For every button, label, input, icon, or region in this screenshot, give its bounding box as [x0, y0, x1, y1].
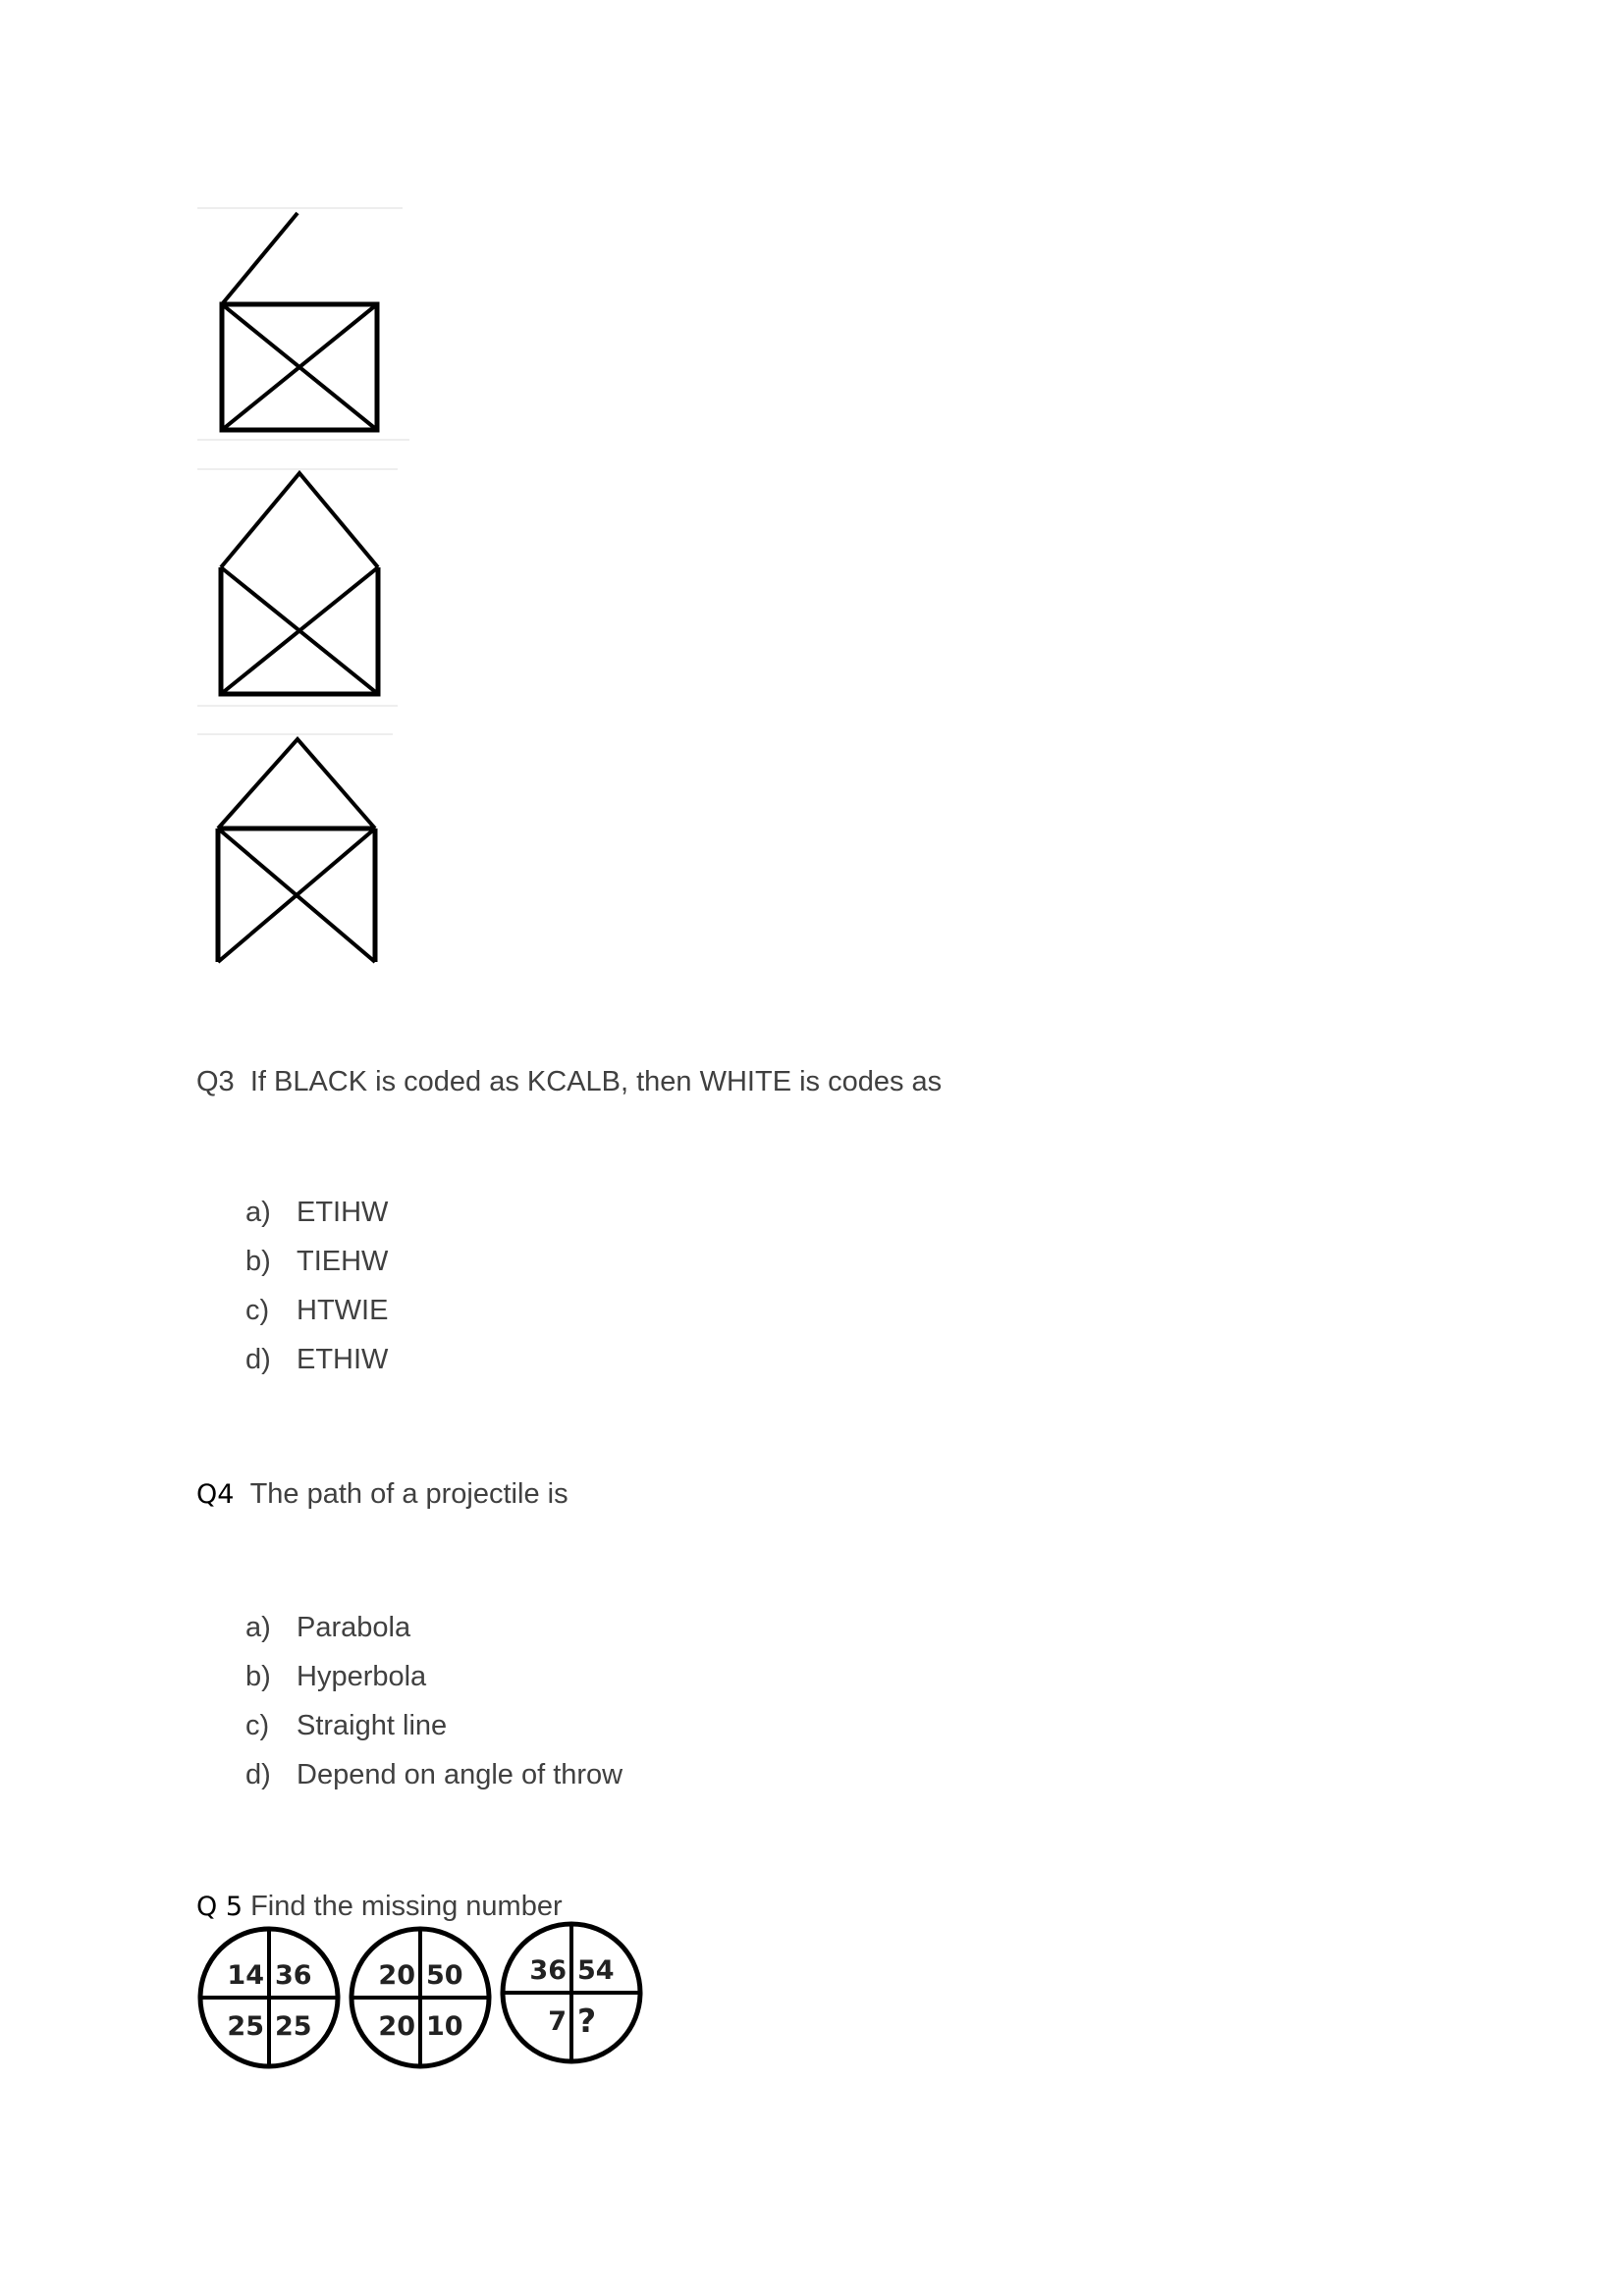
question-4-options [245, 1603, 623, 1799]
option-d: d) ETHIW [245, 1344, 389, 1375]
circle-1-top-left: 14 [227, 1960, 264, 1991]
question-5-text: Find the missing number [250, 1891, 563, 1922]
question-4-text: The path of a projectile is [249, 1478, 568, 1510]
option-c: c) Straight line [245, 1710, 448, 1741]
circle-2-top-right: 50 [426, 1960, 463, 1991]
question-4 [196, 1478, 568, 1511]
option-c: c) HTWIE [245, 1295, 389, 1326]
option-b: b) TIEHW [245, 1246, 389, 1277]
circle-2-bottom-left: 20 [378, 2011, 415, 2042]
circle-1-top-right: 36 [275, 1960, 312, 1991]
question-3 [196, 1066, 942, 1098]
option-b: b) Hyperbola [245, 1661, 427, 1692]
number-circle-2 [352, 1929, 489, 2066]
missing-number-figure [194, 1914, 656, 2086]
number-circle-3 [503, 1924, 640, 2061]
circle-3-bottom-left: 7 [548, 2006, 567, 2037]
circle-3-top-left: 36 [529, 1955, 567, 1986]
circle-2-top-left: 20 [378, 1960, 415, 1991]
question-4-number: Q4 [196, 1479, 235, 1510]
question-3-text: If BLACK is coded as KCALB, then WHITE is codes as [249, 1066, 943, 1097]
circle-3-bottom-right: ? [577, 2002, 597, 2040]
circle-1-bottom-left: 25 [227, 2011, 264, 2042]
question-5-number: Q 5 [196, 1892, 244, 1922]
figure-envelope-open-triangle [191, 461, 417, 712]
figure-envelope-closed-triangle [191, 726, 417, 972]
option-a: a) Parabola [245, 1612, 411, 1643]
option-d: d) Depend on angle of throw [245, 1759, 623, 1790]
figure-envelope-open-flap [191, 201, 417, 447]
circle-3-top-right: 54 [577, 1955, 615, 1986]
option-a: a) ETIHW [245, 1197, 389, 1228]
question-3-options [245, 1188, 388, 1384]
circle-1-bottom-right: 25 [275, 2011, 312, 2042]
question-3-number: Q3 [196, 1066, 235, 1097]
number-circle-1 [200, 1929, 338, 2066]
circle-2-bottom-right: 10 [426, 2011, 463, 2042]
